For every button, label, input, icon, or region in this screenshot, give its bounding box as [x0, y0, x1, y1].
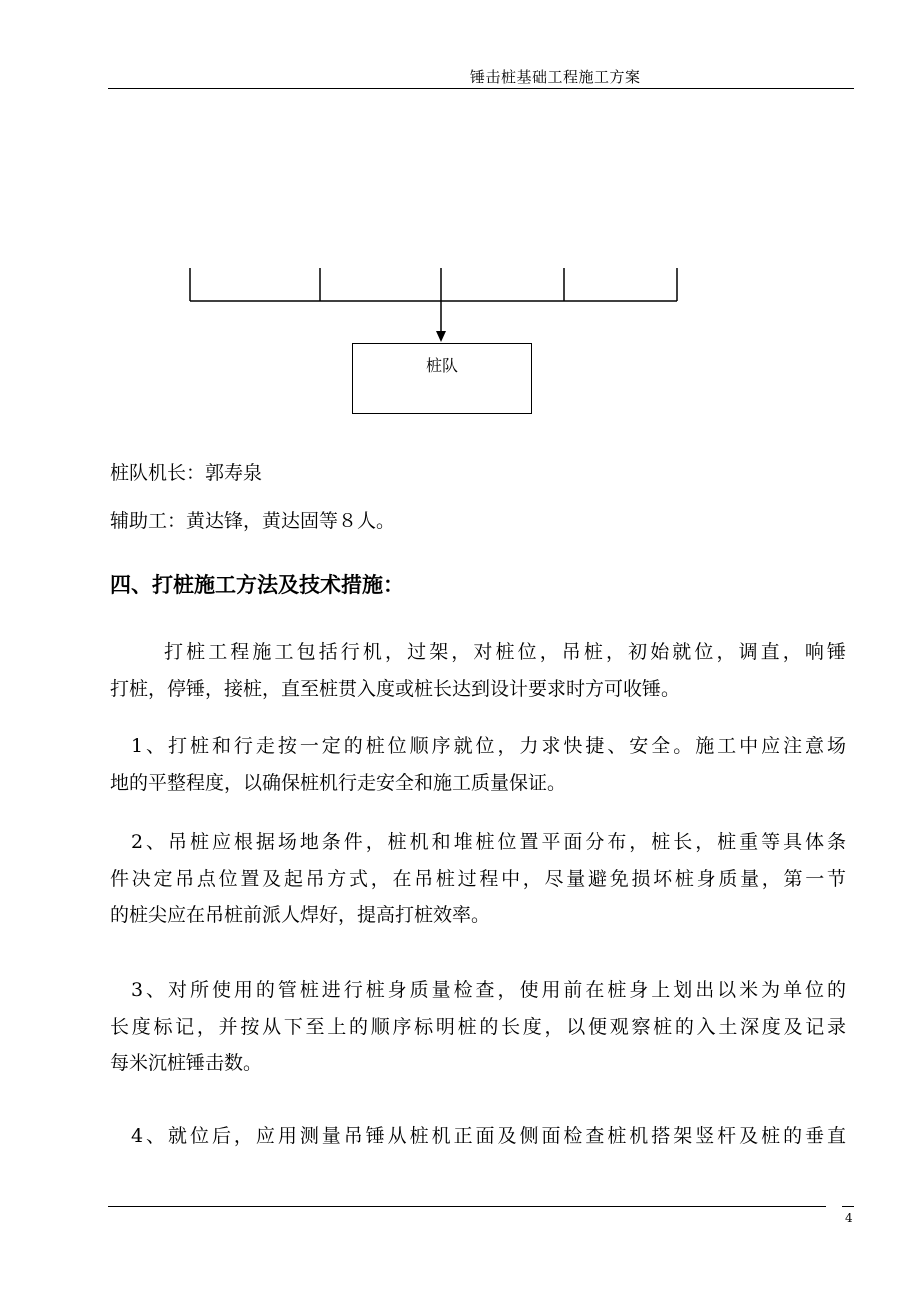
team-box-label: 桩队 [425, 356, 458, 375]
org-chart-team-box [352, 343, 532, 414]
paragraph-line: 4、就位后，应用测量吊锤从桩机正面及侧面检查桩机搭架竖杆及桩的垂直 [131, 1125, 846, 1147]
paragraph-line: 件决定吊点位置及起吊方式，在吊桩过程中，尽量避免损坏桩身质量，第一节 [110, 867, 846, 890]
footer-page-mark [842, 1206, 854, 1207]
intro-paragraph [110, 643, 846, 716]
arrow-down-icon [436, 331, 446, 342]
captain-line: 桩队机长：郭寿泉 [110, 462, 263, 484]
measure-item-3 [110, 981, 846, 1091]
measure-item-1 [110, 737, 846, 810]
page-number: 4 [845, 1211, 853, 1225]
paragraph-line: 每米沉桩锤击数。 [110, 1052, 263, 1074]
measure-item-2 [110, 833, 846, 943]
paragraph-line: 的桩尖应在吊桩前派人焊好，提高打桩效率。 [110, 904, 491, 926]
footer-rule [108, 1206, 826, 1207]
paragraph-line: 1、打桩和行走按一定的桩位顺序就位，力求快捷、安全。施工中应注意场 [131, 735, 846, 757]
paragraph-line: 3、对所使用的管桩进行桩身质量检查，使用前在桩身上划出以米为单位的 [131, 979, 846, 1001]
measure-item-4 [110, 1127, 846, 1164]
paragraph-line: 打桩，停锤，接桩，直至桩贯入度或桩长达到设计要求时方可收锤。 [110, 677, 681, 700]
running-header-title: 锤击桩基础工程施工方案 [470, 68, 641, 86]
assistants-line: 辅助工：黄达锋，黄达固等８人。 [110, 510, 396, 532]
paragraph-line: 2、吊桩应根据场地条件，桩机和堆桩位置平面分布，桩长，桩重等具体条 [131, 831, 846, 853]
paragraph-line: 地的平整程度，以确保桩机行走安全和施工质量保证。 [110, 771, 567, 794]
paragraph-line: 打桩工程施工包括行机，过架，对桩位，吊桩，初始就位，调直，响锤 [164, 641, 846, 663]
paragraph-line: 长度标记，并按从下至上的顺序标明桩的长度，以便观察桩的入土深度及记录 [110, 1015, 846, 1038]
section-heading: 四、打桩施工方法及技术措施： [110, 572, 404, 597]
